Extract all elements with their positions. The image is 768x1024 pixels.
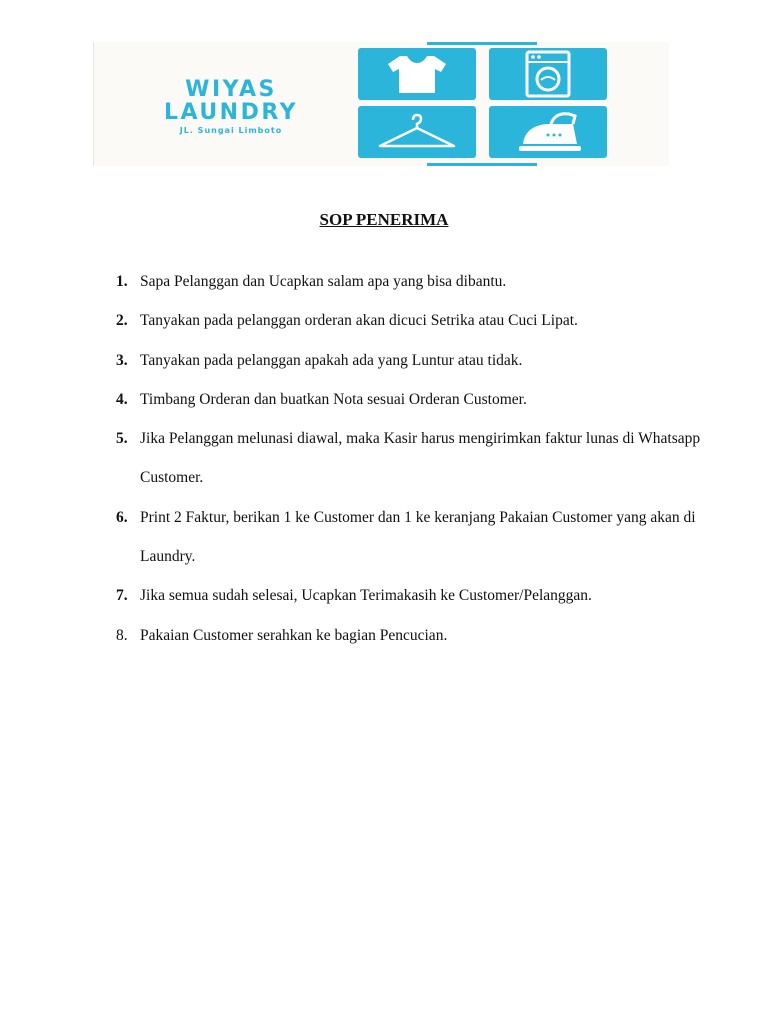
step-item xyxy=(116,262,716,301)
step-text: Print 2 Faktur, berikan 1 ke Customer dan 1 ke keranjang Pakaian Customer yang akan di Laundry. xyxy=(140,508,696,566)
step-item xyxy=(116,301,716,340)
step-text: Jika semua sudah selesai, Ucapkan Terimakasih ke Customer/Pelanggan. xyxy=(140,587,592,605)
step-item xyxy=(116,341,716,380)
hanger-icon xyxy=(372,110,462,154)
step-item xyxy=(116,498,716,577)
sop-steps-list xyxy=(116,262,716,655)
step-number: 4. xyxy=(116,390,128,408)
tshirt-tile xyxy=(358,48,476,100)
document-title: SOP PENERIMA xyxy=(319,210,449,229)
header-banner xyxy=(93,42,669,166)
tshirt-icon xyxy=(382,52,452,96)
step-text: Timbang Orderan dan buatkan Nota sesuai Orderan Customer. xyxy=(140,390,527,408)
step-item xyxy=(116,419,716,498)
hanger-tile xyxy=(358,106,476,158)
iron-tile xyxy=(489,106,607,158)
step-number: 2. xyxy=(116,312,128,330)
brand-line-1: WIYAS xyxy=(185,77,277,102)
step-text: Sapa Pelanggan dan Ucapkan salam apa yang bisa dibantu. xyxy=(140,273,507,290)
step-text: Pakaian Customer serahkan ke bagian Pencucian. xyxy=(140,626,448,644)
step-number: 6. xyxy=(116,508,128,526)
iron-icon xyxy=(503,108,593,156)
step-text: Tanyakan pada pelanggan apakah ada yang Luntur atau tidak. xyxy=(140,351,523,369)
step-item xyxy=(116,616,716,655)
step-text: Jika Pelanggan melunasi diawal, maka Kasir harus mengirimkan faktur lunas di Whatsapp Customer. xyxy=(140,430,701,487)
brand-address: JL. Sungai Limboto xyxy=(179,126,283,135)
decor-line-top xyxy=(427,42,537,45)
step-number: 3. xyxy=(116,351,128,369)
step-number: 5. xyxy=(116,430,128,448)
brand-name xyxy=(131,78,331,124)
step-text: Tanyakan pada pelanggan orderan akan dicuci Setrika atau Cuci Lipat. xyxy=(140,312,578,330)
step-number: 1. xyxy=(116,273,128,290)
washing-machine-tile xyxy=(489,48,607,100)
step-number: 7. xyxy=(116,587,128,605)
brand-line-2: LAUNDRY xyxy=(163,100,299,125)
step-item xyxy=(116,380,716,419)
washing-machine-icon xyxy=(513,50,583,98)
decor-line-bottom xyxy=(427,163,537,166)
step-number: 8. xyxy=(116,626,128,644)
step-item xyxy=(116,576,716,615)
